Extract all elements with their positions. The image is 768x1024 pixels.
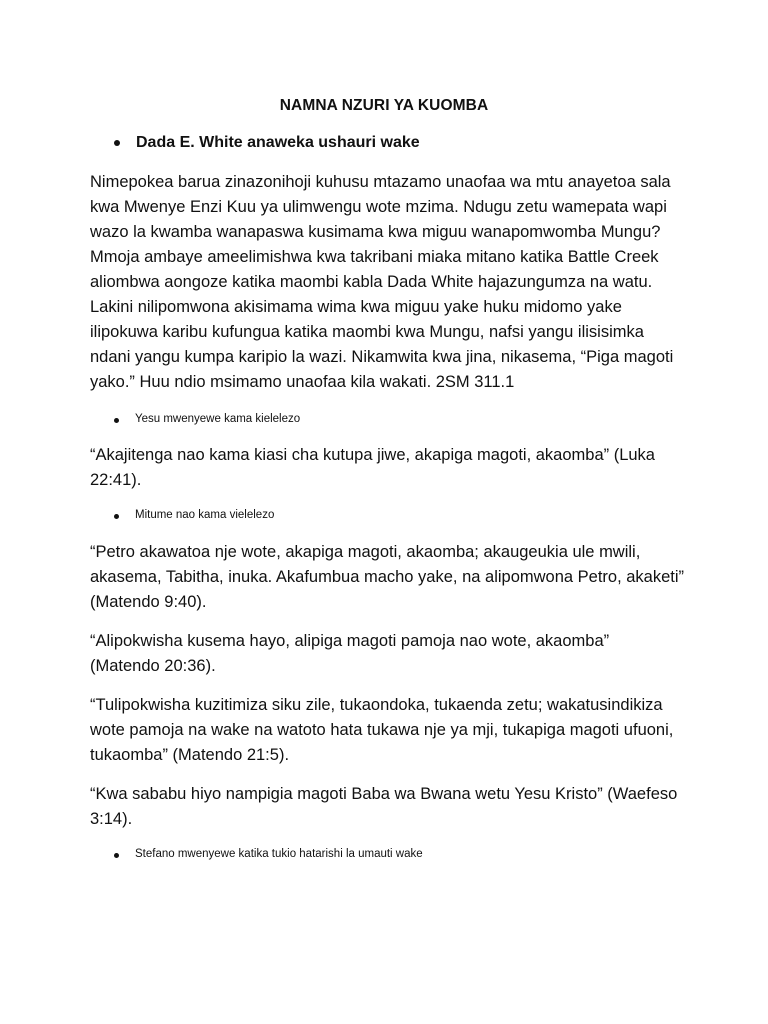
paragraph-line: “Tulipokwisha kuzitimiza siku zile, tukaondoka, tukaenda zetu; wakatusindikiza (90, 696, 663, 714)
document-title: NAMNA NZURI YA KUOMBA (279, 97, 489, 114)
paragraph-line: “Alipokwisha kusema hayo, alipiga magoti pamoja nao wote, akaomba” (90, 632, 610, 650)
paragraph-line: “Akajitenga nao kama kiasi cha kutupa jiwe, akapiga magoti, akaomba” (Luka (90, 446, 655, 464)
paragraph-line: “Kwa sababu hiyo nampigia magoti Baba wa Bwana wetu Yesu Kristo” (Waefeso (90, 785, 678, 803)
paragraph-line: ndani yangu kumpa karipio la wazi. Nikamwita kwa jina, nikasema, “Piga magoti (90, 348, 674, 366)
paragraph-line: Mmoja ambaye ameelimishwa kwa takribani miaka mitano katika Battle Creek (90, 248, 659, 266)
paragraph-line: ilipokuwa karibu kufungua katika maombi kwa Mungu, nafsi yangu ilisisimka (90, 323, 644, 341)
bullet-text: Yesu mwenyewe kama kielelezo (135, 413, 301, 425)
bullet-dot-icon (114, 418, 119, 423)
bullet-text: Mitume nao kama vielelezo (135, 509, 275, 521)
paragraph-5 (90, 693, 690, 768)
paragraph-line: akasema, Tabitha, inuka. Akafumbua macho yake, na alipomwona Petro, akaketi” (90, 568, 685, 586)
paragraph-line: Nimepokea barua zinazonihoji kuhusu mtazamo unaofaa wa mtu anayetoa sala (90, 173, 671, 191)
paragraph-line: wazo la kwamba wanapaswa kusimama kwa miguu wanapomwomba Mungu? (90, 223, 661, 241)
paragraph-1 (90, 170, 690, 395)
bullet-dot-icon (114, 140, 120, 146)
paragraph-line: kwa Mwenye Enzi Kuu ya ulimwengu wote mzima. Ndugu zetu wamepata wapi (90, 198, 667, 216)
bullet-dot-icon (114, 853, 119, 858)
paragraph-3 (90, 540, 690, 615)
bullet-text: Stefano mwenyewe katika tukio hatarishi la umauti wake (135, 848, 423, 860)
paragraph-line: Lakini nilipomwona akisimama wima kwa miguu yake huku midomo yake (90, 298, 622, 316)
paragraph-line: (Matendo 9:40). (90, 593, 207, 611)
bullet-dot-icon (114, 514, 119, 519)
paragraph-6 (90, 782, 690, 832)
paragraph-4 (90, 629, 690, 679)
paragraph-line: “Petro akawatoa nje wote, akapiga magoti, akaomba; akaugeukia ule mwili, (90, 543, 641, 561)
paragraph-2 (90, 443, 690, 493)
paragraph-line: 22:41). (90, 471, 142, 489)
paragraph-line: tukaomba” (Matendo 21:5). (90, 746, 290, 764)
heading-bullet-text: Dada E. White anaweka ushauri wake (136, 134, 420, 151)
paragraph-line: (Matendo 20:36). (90, 657, 216, 675)
paragraph-line: 3:14). (90, 810, 133, 828)
paragraph-line: yako.” Huu ndio msimamo unaofaa kila wakati. 2SM 311.1 (90, 373, 515, 391)
paragraph-line: wote pamoja na wake na watoto hata tukawa nje ya mji, tukapiga magoti ufuoni, (90, 721, 674, 739)
paragraph-line: aliombwa aongoze katika maombi kabla Dada White hajazungumza na watu. (90, 273, 653, 291)
